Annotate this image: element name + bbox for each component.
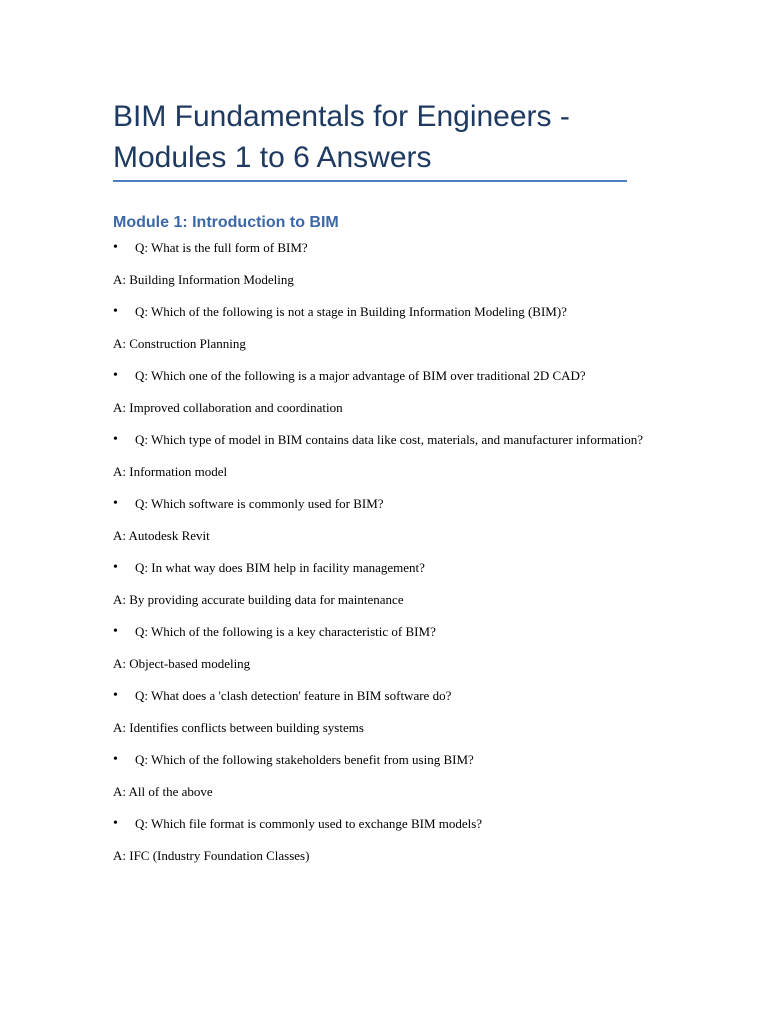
question-item (113, 238, 653, 257)
bullet-icon: • (113, 496, 118, 511)
question-item (113, 494, 653, 513)
question-item (113, 686, 653, 705)
question-item (113, 366, 653, 385)
document-title: BIM Fundamentals for Engineers - Modules 1 to 6 Answers (113, 100, 570, 174)
answer-text: A: Improved collaboration and coordination (113, 400, 343, 415)
answer-text: A: All of the above (113, 784, 213, 799)
question-text: Q: Which of the following stakeholders benefit from using BIM? (135, 752, 474, 767)
answer-text: A: By providing accurate building data for maintenance (113, 592, 404, 607)
bullet-icon: • (113, 816, 118, 831)
title-underline (113, 180, 627, 182)
question-item (113, 814, 653, 833)
bullet-icon: • (113, 368, 118, 383)
question-item (113, 558, 653, 577)
question-text: Q: Which of the following is not a stage in Building Information Modeling (BIM)? (135, 304, 567, 319)
question-text: Q: Which of the following is a key characteristic of BIM? (135, 624, 436, 639)
answer-text: A: Construction Planning (113, 336, 246, 351)
bullet-icon: • (113, 240, 118, 255)
question-text: Q: Which software is commonly used for BIM? (135, 496, 384, 511)
question-text: Q: Which one of the following is a major advantage of BIM over traditional 2D CAD? (135, 368, 586, 383)
bullet-icon: • (113, 752, 118, 767)
qa-list (113, 238, 653, 878)
bullet-icon: • (113, 688, 118, 703)
section-heading: Module 1: Introduction to BIM (113, 214, 339, 231)
question-text: Q: What does a 'clash detection' feature in BIM software do? (135, 688, 452, 703)
answer-text: A: IFC (Industry Foundation Classes) (113, 848, 310, 863)
question-text: Q: Which type of model in BIM contains data like cost, materials, and manufacturer information? (135, 432, 644, 447)
question-item (113, 622, 653, 641)
answer-text: A: Identifies conflicts between building systems (113, 720, 364, 735)
question-text: Q: What is the full form of BIM? (135, 240, 308, 255)
bullet-icon: • (113, 624, 118, 639)
question-item (113, 302, 653, 321)
question-item (113, 750, 653, 769)
answer-text: A: Object-based modeling (113, 656, 251, 671)
answer-text: A: Autodesk Revit (113, 528, 210, 543)
question-text: Q: In what way does BIM help in facility management? (135, 560, 425, 575)
bullet-icon: • (113, 560, 118, 575)
answer-text: A: Information model (113, 464, 228, 479)
question-text: Q: Which file format is commonly used to exchange BIM models? (135, 816, 483, 831)
bullet-icon: • (113, 304, 118, 319)
answer-text: A: Building Information Modeling (113, 272, 294, 287)
bullet-icon: • (113, 432, 118, 447)
question-item (113, 430, 653, 449)
